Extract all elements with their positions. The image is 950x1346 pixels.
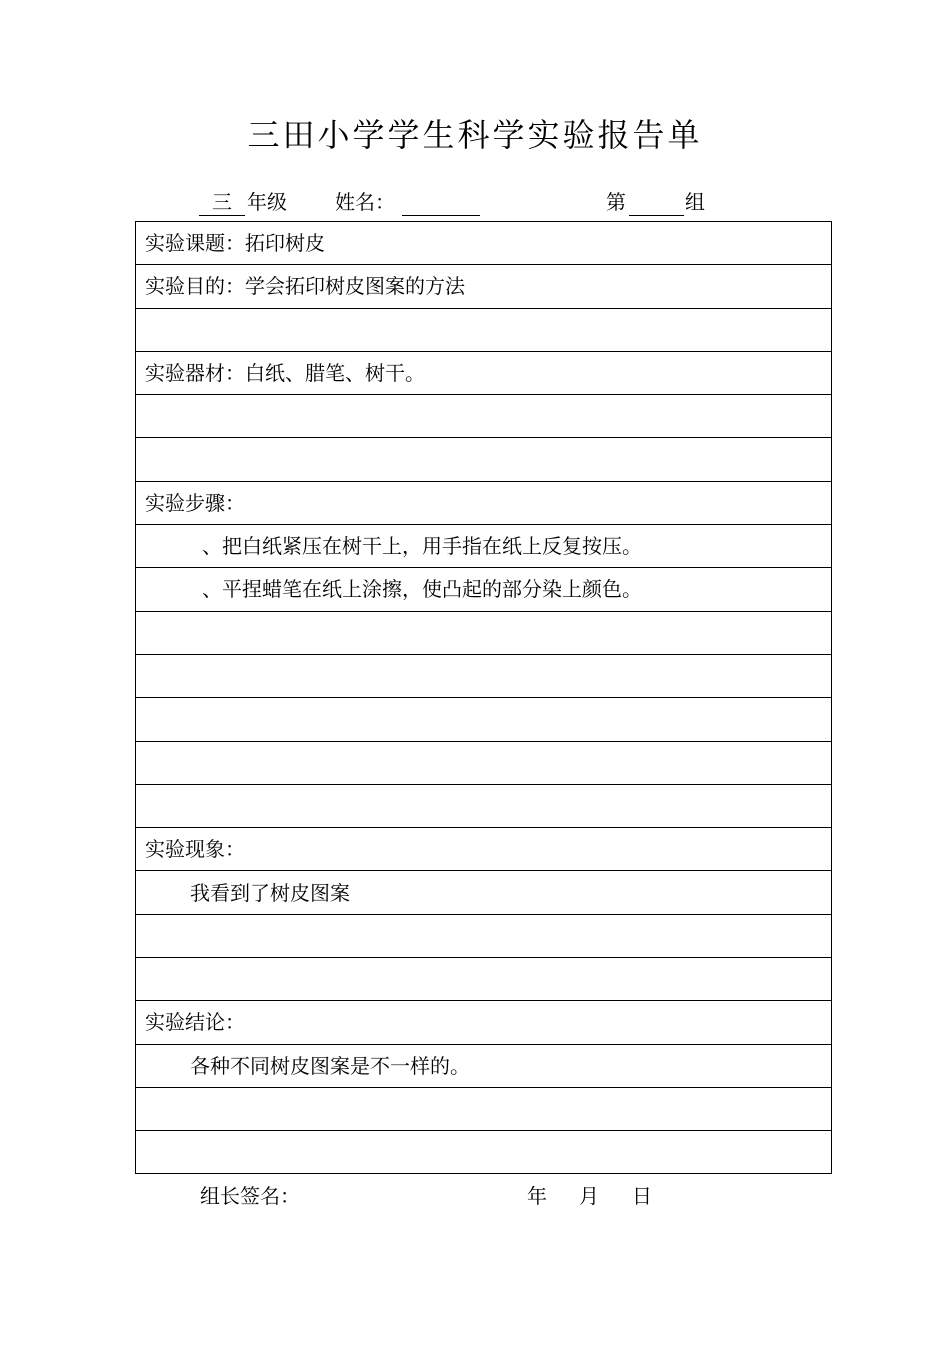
table-row[interactable] <box>136 958 831 1001</box>
table-row[interactable] <box>136 655 831 698</box>
row-text: 实验步骤： <box>145 490 245 515</box>
row-text: 各种不同树皮图案是不一样的。 <box>190 1053 470 1078</box>
table-row[interactable] <box>136 525 831 568</box>
group-prefix: 第 <box>606 190 626 214</box>
name-label: 姓名： <box>335 190 395 214</box>
page-title: 三田小学学生科学实验报告单 <box>247 116 703 154</box>
table-row[interactable] <box>136 915 831 958</box>
table-row[interactable] <box>136 568 831 611</box>
table-row[interactable] <box>136 309 831 352</box>
grade-blank[interactable] <box>199 215 245 216</box>
table-row[interactable] <box>136 352 831 395</box>
row-text: 实验结论： <box>145 1010 245 1035</box>
table-row[interactable] <box>136 742 831 785</box>
row-text: 我看到了树皮图案 <box>190 880 350 905</box>
table-row[interactable] <box>136 1088 831 1131</box>
leader-signature-label: 组长签名： <box>200 1184 300 1208</box>
row-text: 实验课题：拓印树皮 <box>145 231 325 255</box>
table-row[interactable] <box>136 482 831 525</box>
table-row[interactable] <box>136 395 831 438</box>
report-table <box>135 221 832 1174</box>
grade-label: 年级 <box>247 190 287 214</box>
table-row[interactable] <box>136 1045 831 1088</box>
table-row[interactable] <box>136 265 831 308</box>
table-row[interactable] <box>136 1131 831 1174</box>
year-label: 年 <box>527 1184 547 1208</box>
row-text: 实验现象： <box>145 837 245 862</box>
table-row[interactable] <box>136 1001 831 1044</box>
month-label: 月 <box>579 1184 599 1208</box>
grade-value: 三 <box>212 190 232 214</box>
group-suffix: 组 <box>685 190 705 214</box>
table-row[interactable] <box>136 785 831 828</box>
row-text: 实验目的：学会拓印树皮图案的方法 <box>145 274 465 299</box>
table-row[interactable] <box>136 698 831 741</box>
table-row[interactable] <box>136 439 831 482</box>
day-label: 日 <box>632 1184 652 1208</box>
name-blank[interactable] <box>402 215 480 216</box>
table-row[interactable] <box>136 222 831 265</box>
row-text: 、把白纸紧压在树干上，用手指在纸上反复按压。 <box>202 534 642 559</box>
group-number-blank[interactable] <box>629 215 684 216</box>
row-text: 、平捏蜡笔在纸上涂擦，使凸起的部分染上颜色。 <box>202 577 642 602</box>
table-row[interactable] <box>136 872 831 915</box>
row-text: 实验器材：白纸、腊笔、树干。 <box>145 360 425 385</box>
table-row[interactable] <box>136 612 831 655</box>
table-row[interactable] <box>136 828 831 871</box>
